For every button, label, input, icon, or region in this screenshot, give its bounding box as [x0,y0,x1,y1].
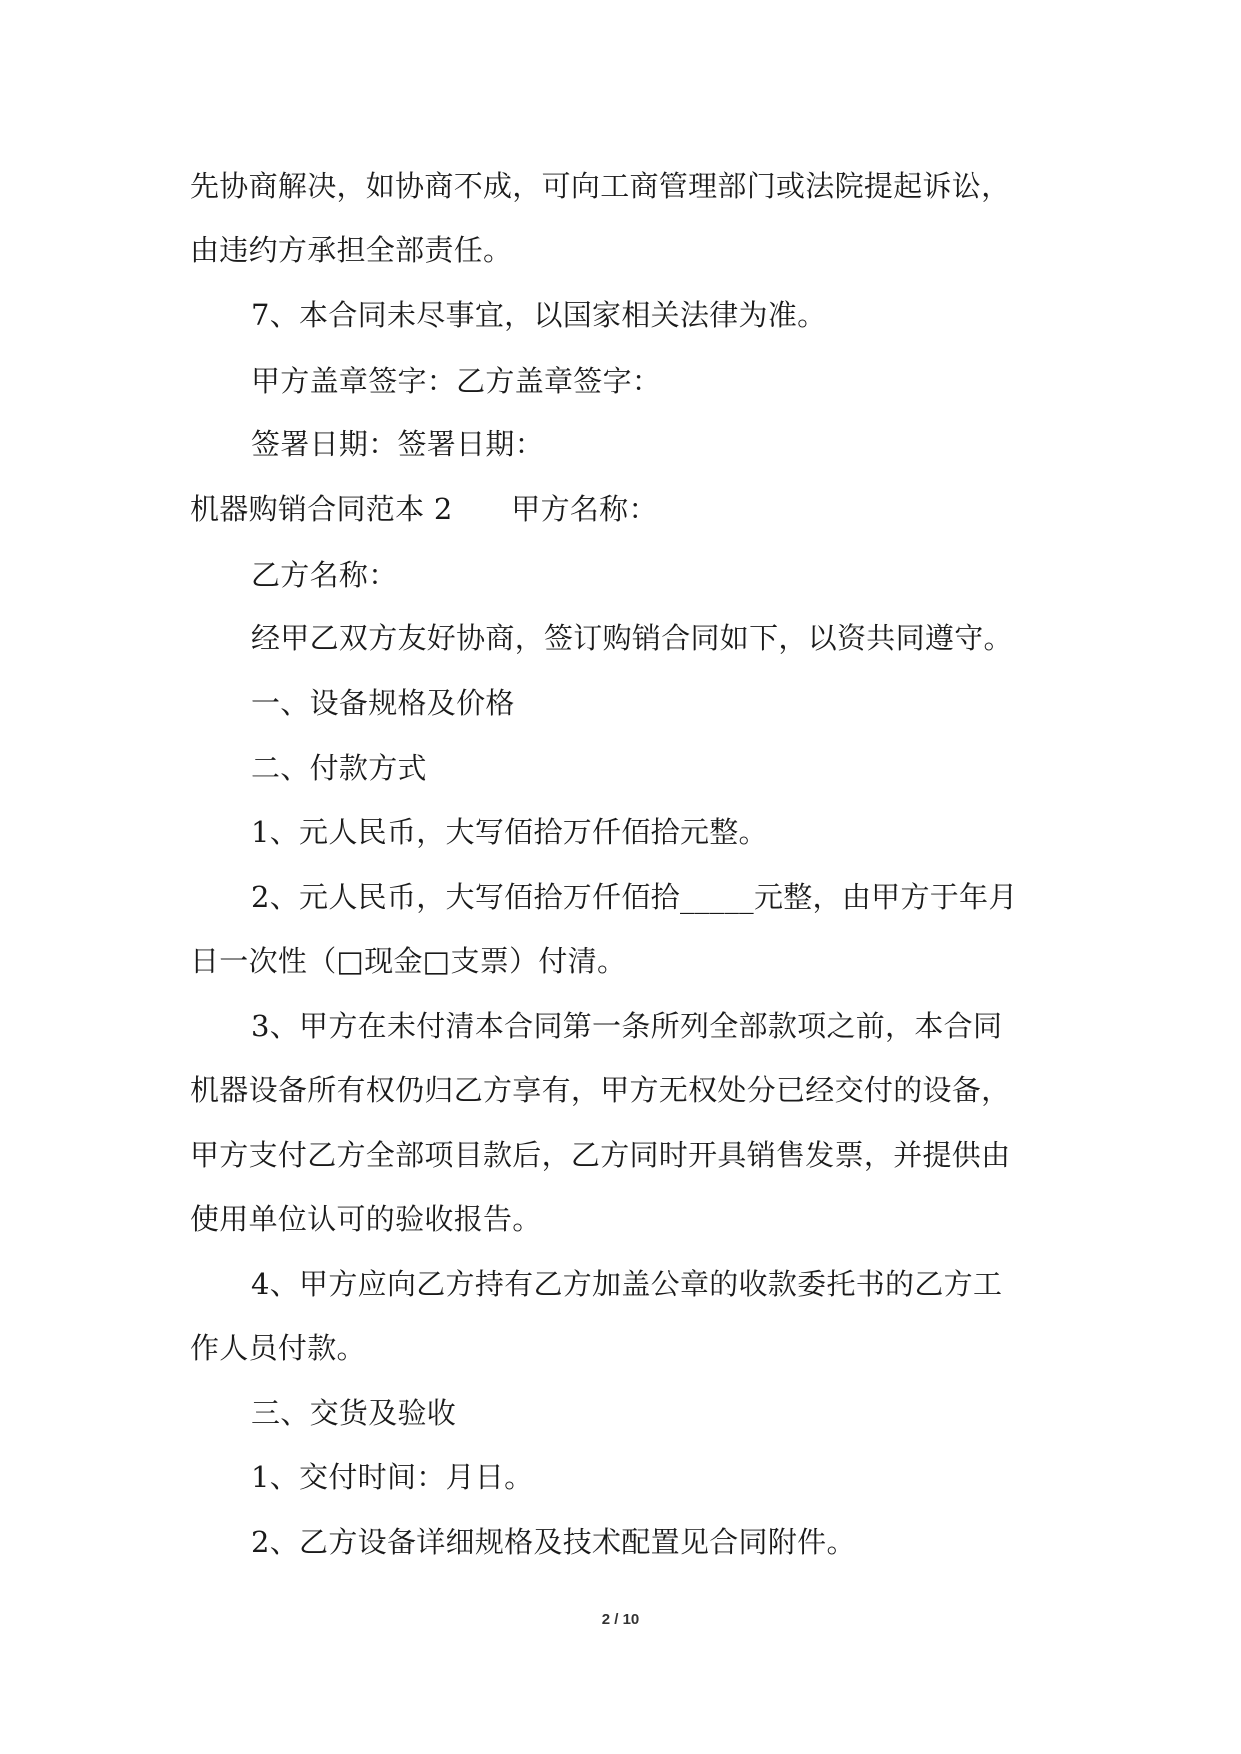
text-line: 1、元人民币，大写佰拾万仟佰拾元整。 [251,815,768,849]
section-heading: 机器购销合同范本 2 甲方名称： [190,492,658,526]
text-line: 3、甲方在未付清本合同第一条所列全部款项之前，本合同 [251,1009,1003,1043]
text-line: 作人员付款。 [190,1331,366,1365]
text-line: 4、甲方应向乙方持有乙方加盖公章的收款委托书的乙方工 [251,1267,1003,1301]
text-line: 一、设备规格及价格 [251,686,515,720]
text-line: 甲方支付乙方全部项目款后，乙方同时开具销售发票，并提供由 [190,1138,1011,1172]
text-line: 三、交货及验收 [251,1396,457,1430]
text-line: 经甲乙双方友好协商，签订购销合同如下，以资共同遵守。 [251,621,1013,655]
text-line: 乙方名称： [251,558,398,592]
text-line: 由违约方承担全部责任。 [190,233,513,267]
page-number: 2 / 10 [601,1611,640,1628]
text-line: 甲方盖章签字：乙方盖章签字： [251,364,662,398]
text-line: 机器设备所有权仍归乙方享有，甲方无权处分已经交付的设备， [190,1073,1011,1107]
text-line: 2、乙方设备详细规格及技术配置见合同附件。 [251,1525,856,1559]
text-line: 2、元人民币，大写佰拾万仟佰拾_____元整，由甲方于年月 [251,880,1018,914]
text-line: 日一次性（□现金□支票）付清。 [190,944,627,978]
text-line: 签署日期：签署日期： [251,427,545,461]
text-line: 二、付款方式 [251,751,427,785]
text-line: 使用单位认可的验收报告。 [190,1202,542,1236]
text-line: 7、本合同未尽事宜，以国家相关法律为准。 [251,298,827,332]
text-line: 1、交付时间：月日。 [251,1460,534,1494]
text-line: 先协商解决，如协商不成，可向工商管理部门或法院提起诉讼， [190,169,1011,203]
